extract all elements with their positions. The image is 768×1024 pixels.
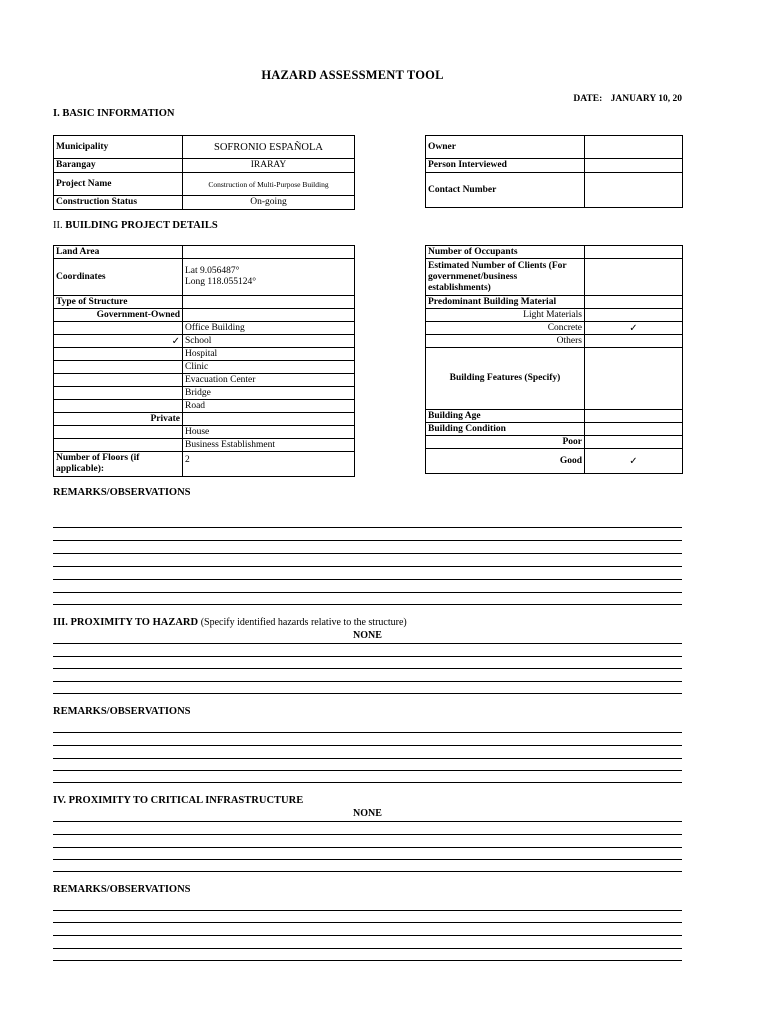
hospital-label: Hospital [183, 348, 355, 361]
bridge-label: Bridge [183, 387, 355, 400]
land-area-label: Land Area [54, 246, 183, 259]
contact-number-label: Contact Number [426, 173, 585, 208]
date-label: DATE: [573, 94, 603, 104]
coordinates-label: Coordinates [54, 259, 183, 296]
building-age-value [585, 410, 683, 423]
owner-label: Owner [426, 136, 585, 159]
number-of-floors-value: 2 [183, 452, 355, 477]
light-materials-check [585, 309, 683, 322]
basic-info-left-table [53, 135, 355, 210]
longitude-value: Long 118.055124° [185, 277, 256, 287]
hospital-check [54, 348, 183, 361]
latitude-value: Lat 9.056487° [185, 266, 240, 276]
building-features-value [585, 348, 683, 410]
municipality-value: SOFRONIO ESPAÑOLA [183, 136, 355, 159]
remarks-line[interactable] [53, 540, 682, 541]
barangay-value: IRARAY [183, 159, 355, 173]
remarks-line[interactable] [53, 527, 682, 528]
hazard-line[interactable] [53, 668, 682, 669]
owner-value [585, 136, 683, 159]
government-owned-value [183, 309, 355, 322]
predominant-material-label: Predominant Building Material [426, 296, 585, 309]
infrastructure-line[interactable] [53, 821, 682, 822]
building-details-left-table [53, 245, 355, 477]
infrastructure-line[interactable] [53, 834, 682, 835]
clinic-label: Clinic [183, 361, 355, 374]
infrastructure-line[interactable] [53, 859, 682, 860]
remarks-line[interactable] [53, 948, 682, 949]
good-check-icon: ✓ [585, 449, 683, 474]
others-check [585, 335, 683, 348]
remarks-line[interactable] [53, 910, 682, 911]
remarks-line[interactable] [53, 579, 682, 580]
building-features-label: Building Features (Specify) [426, 348, 585, 410]
section-2-title: BUILDING PROJECT DETAILS [65, 220, 218, 231]
building-condition-label: Building Condition [426, 423, 585, 436]
number-of-occupants-label: Number of Occupants [426, 246, 585, 259]
section-3-title: III. PROXIMITY TO HAZARD [53, 617, 199, 628]
type-of-structure-label: Type of Structure [54, 296, 183, 309]
remarks-line[interactable] [53, 566, 682, 567]
remarks-line[interactable] [53, 592, 682, 593]
number-of-floors-label: Number of Floors (if applicable): [54, 452, 183, 477]
basic-info-right-table [425, 135, 683, 208]
construction-status-label: Construction Status [54, 196, 183, 210]
infrastructure-line[interactable] [53, 871, 682, 872]
good-label: Good [426, 449, 585, 474]
remarks-line[interactable] [53, 553, 682, 554]
person-interviewed-label: Person Interviewed [426, 159, 585, 173]
building-age-label: Building Age [426, 410, 585, 423]
evacuation-center-check [54, 374, 183, 387]
house-label: House [183, 426, 355, 439]
remarks-heading-1: REMARKS/OBSERVATIONS [53, 487, 191, 498]
section-proximity-to-hazard-heading [53, 617, 407, 628]
private-value [183, 413, 355, 426]
coordinates-value [183, 259, 355, 296]
road-label: Road [183, 400, 355, 413]
date-value: JANUARY 10, 20 [610, 94, 682, 104]
building-condition-value [585, 423, 683, 436]
poor-check [585, 436, 683, 449]
remarks-line[interactable] [53, 732, 682, 733]
road-check [54, 400, 183, 413]
barangay-label: Barangay [54, 159, 183, 173]
person-interviewed-value [585, 159, 683, 173]
project-name-value: Construction of Multi-Purpose Building [183, 173, 355, 196]
evacuation-center-label: Evacuation Center [183, 374, 355, 387]
remarks-line[interactable] [53, 960, 682, 961]
remarks-line[interactable] [53, 758, 682, 759]
poor-label: Poor [426, 436, 585, 449]
remarks-heading-3: REMARKS/OBSERVATIONS [53, 884, 191, 895]
concrete-label: Concrete [426, 322, 585, 335]
date-field [573, 94, 682, 104]
school-label: School [183, 335, 355, 348]
hazard-line[interactable] [53, 656, 682, 657]
office-building-label: Office Building [183, 322, 355, 335]
school-check-icon: ✓ [54, 335, 183, 348]
private-label: Private [54, 413, 183, 426]
project-name-label: Project Name [54, 173, 183, 196]
remarks-line[interactable] [53, 745, 682, 746]
business-establishment-label: Business Establishment [183, 439, 355, 452]
municipality-label: Municipality [54, 136, 183, 159]
estimated-clients-label: Estimated Number of Clients (For governmenet/business establishments) [426, 259, 585, 296]
construction-status-value: On-going [183, 196, 355, 210]
proximity-to-critical-infrastructure-value: NONE [353, 808, 382, 819]
predominant-material-value [585, 296, 683, 309]
others-label: Others [426, 335, 585, 348]
form-title: HAZARD ASSESSMENT TOOL [261, 68, 444, 82]
clinic-check [54, 361, 183, 374]
infrastructure-line[interactable] [53, 847, 682, 848]
remarks-line[interactable] [53, 922, 682, 923]
type-of-structure-value [183, 296, 355, 309]
hazard-line[interactable] [53, 681, 682, 682]
bridge-check [54, 387, 183, 400]
hazard-line[interactable] [53, 693, 682, 694]
land-area-value [183, 246, 355, 259]
section-3-subtitle: (Specify identified hazards relative to the structure) [200, 617, 407, 628]
remarks-line[interactable] [53, 782, 682, 783]
section-proximity-to-critical-infrastructure-heading: IV. PROXIMITY TO CRITICAL INFRASTRUCTURE [53, 795, 304, 806]
concrete-check-icon: ✓ [585, 322, 683, 335]
house-check [54, 426, 183, 439]
number-of-occupants-value [585, 246, 683, 259]
business-establishment-check [54, 439, 183, 452]
estimated-clients-value [585, 259, 683, 296]
section-2-number: II. [53, 220, 63, 231]
government-owned-label: Government-Owned [54, 309, 183, 322]
office-building-check [54, 322, 183, 335]
light-materials-label: Light Materials [426, 309, 585, 322]
remarks-heading-2: REMARKS/OBSERVATIONS [53, 706, 191, 717]
remarks-line[interactable] [53, 770, 682, 771]
section-basic-information-heading: I. BASIC INFORMATION [53, 108, 175, 119]
section-building-project-details-heading [53, 220, 218, 231]
hazard-line[interactable] [53, 643, 682, 644]
contact-number-value [585, 173, 683, 208]
remarks-line[interactable] [53, 604, 682, 605]
building-details-right-table [425, 245, 683, 474]
remarks-line[interactable] [53, 935, 682, 936]
proximity-to-hazard-value: NONE [353, 630, 382, 641]
